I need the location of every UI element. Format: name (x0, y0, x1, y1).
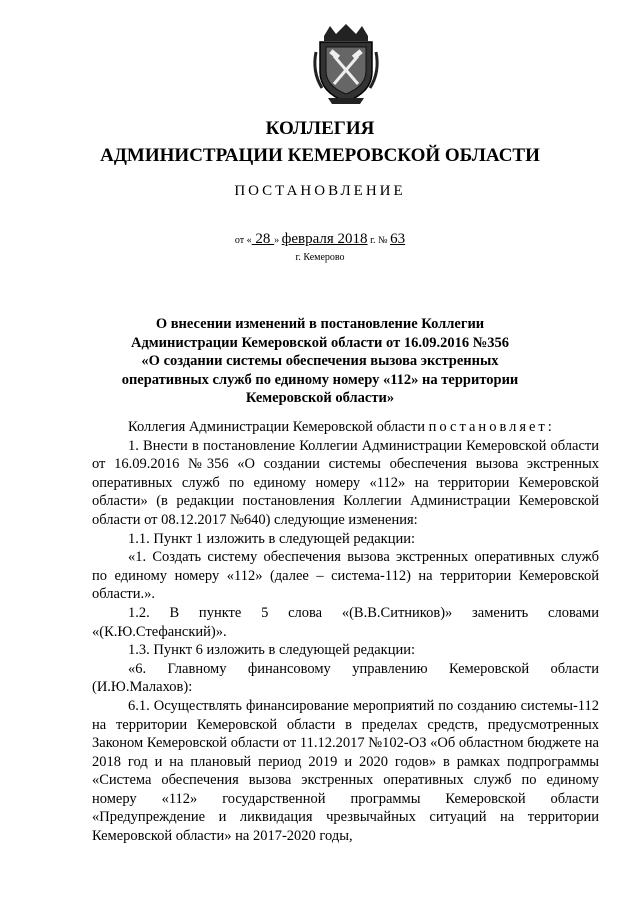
organization-name-line1: КОЛЛЕГИЯ (265, 118, 375, 139)
intro-text: Коллегия Администрации Кемеровской области (128, 419, 429, 435)
date-prefix: от « (234, 235, 252, 246)
date-month-year: февраля 2018 (281, 231, 368, 247)
paragraph-1-1: 1.1. Пункт 1 изложить в следующей редакции: (128, 530, 416, 547)
paragraph-1: 1. Внести в постановление Коллегии Администрации Кемеровской области от 16.09.2016 №356 «О создании системы обеспечения вызова экстренных оперативных служб по единому номеру «112» на территории Кемеровской области» (в редакции постановления Коллегии Администрации Кемеровской области от 08.12.2017 №640) следующие изменения: (92, 437, 599, 528)
document-title: О внесении изменений в постановление Коллегии Администрации Кемеровской области от 16.09.2016 №356 «О создании системы обеспечения вызова экстренных оперативных служб по единому номеру «112» на территории Кемеровской области» (121, 316, 519, 406)
date-day: 28 (251, 231, 275, 247)
coat-of-arms-icon (310, 22, 382, 106)
date-line (0, 231, 640, 248)
date-mid: » (274, 235, 282, 246)
city: г. Кемерово (295, 252, 345, 263)
organization-name-line2: АДМИНИСТРАЦИИ КЕМЕРОВСКОЙ ОБЛАСТИ (100, 145, 540, 166)
paragraph-1-1-text: «1. Создать систему обеспечения вызова экстренных оперативных служб по единому номеру «112» (далее – система-112) на территории Кемеровской области.». (92, 549, 599, 603)
paragraph-6-1: 6.1. Осуществлять финансирование мероприятий по созданию системы-112 на территории Кемеровской области в пределах средств, предусмотренных Законом Кемеровской области от 11.12.2017 №102-ОЗ «Об областном бюджете на 2018 год и на плановый период 2019 и 2020 годов» в рамках подпрограммы «Система обеспечения вызова экстренных оперативных служб по единому номеру «112» государственной программы Кемеровской области «Предупреждение и ликвидация чрезвычайных ситуаций на территории Кемеровской области» на 2017-2020 годы, (92, 697, 599, 845)
document-type: ПОСТАНОВЛЕНИЕ (234, 183, 406, 199)
paragraph-1-3: 1.3. Пункт 6 изложить в следующей редакции: (128, 642, 416, 659)
date-suffix: г. № (367, 235, 391, 246)
paragraph-1-2: 1.2. В пункте 5 слова «(В.В.Ситников)» заменить словами «(К.Ю.Стефанский)». (92, 604, 599, 640)
document-body (92, 418, 599, 846)
decree-word: постановляет: (428, 419, 555, 435)
document-number: 63 (390, 231, 406, 247)
paragraph-6: «6. Главному финансовому управлению Кемеровской области (И.Ю.Малахов): (92, 660, 599, 696)
intro-paragraph (92, 418, 599, 437)
